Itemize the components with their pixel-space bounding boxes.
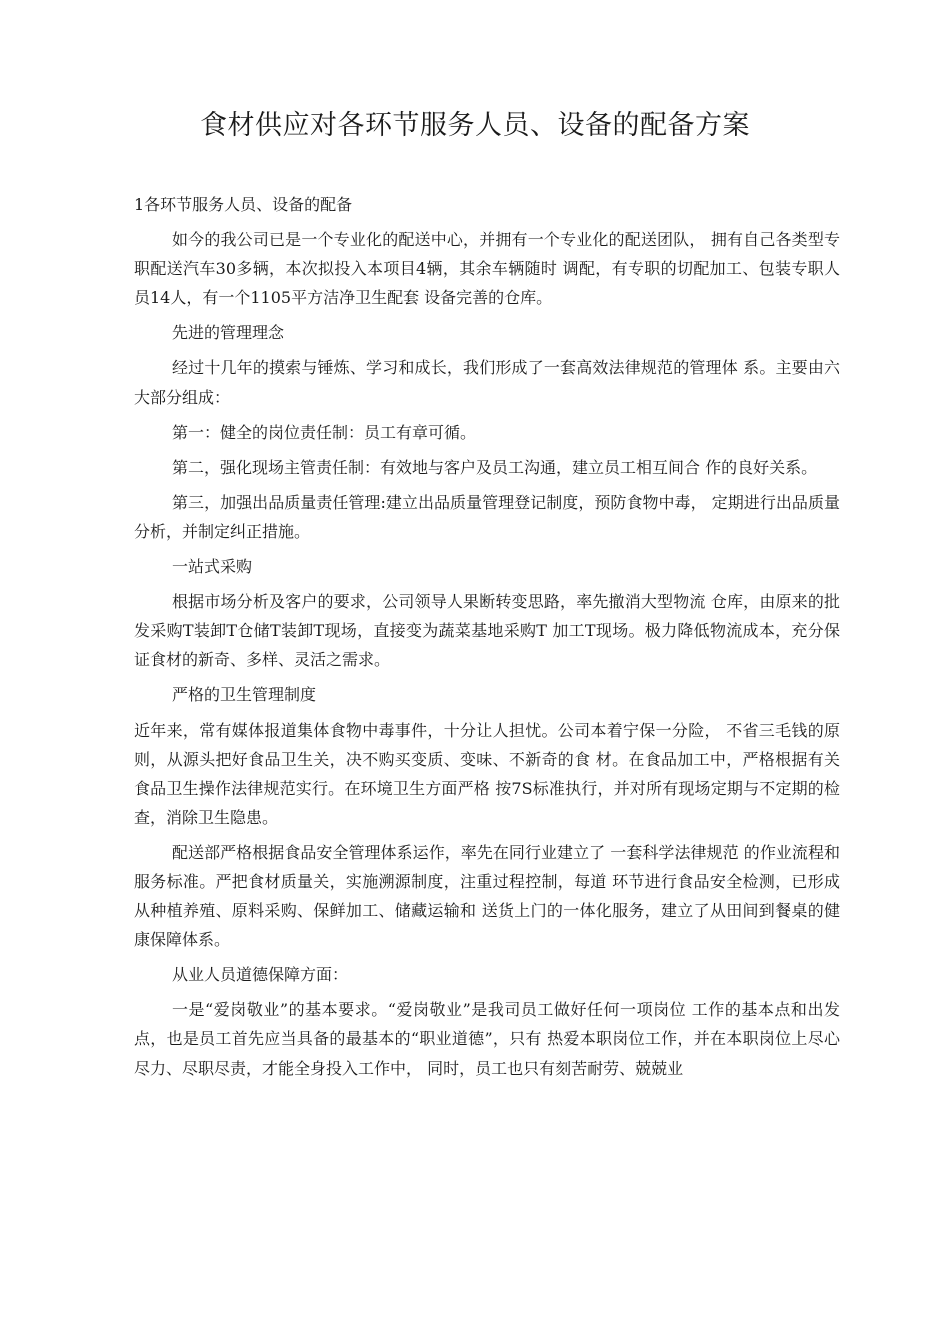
document-body (134, 190, 840, 1089)
paragraph: 近年来，常有媒体报道集体食物中毒事件，十分让人担忧。公司本着宁保一分险， 不省三毛钱的原则，从源头把好食品卫生关，决不购买变质、变味、不新奇的食 材。在食品加工中，严格根据有关食品卫生操作法律规范实行。在环境卫生方面严格 按7S标准执行，并对所有现场定期与不定期的检查，消除卫生隐患。 (134, 720, 840, 827)
subheading: 从业人员道德保障方面： (172, 965, 349, 985)
paragraph: 一是“爱岗敬业”的基本要求。“爱岗敬业”是我司员工做好任何一项岗位 工作的基本点和出发点，也是员工首先应当具备的最基本的“职业道德”，只有 热爱本职岗位工作，并在本职岗位上尽心尽力、尽职尽责，才能全身投入工作中， 同时，员工也只有刻苦耐劳、兢兢业 (134, 1000, 840, 1078)
paragraph: 根据市场分析及客户的要求，公司领导人果断转变思路，率先撤消大型物流 仓库，由原来的批发采购T装卸T仓储T装卸T现场，直接变为蔬菜基地采购T 加工T现场。极力降低物流成本，充分保证食材的新奇、多样、灵活之需求。 (134, 592, 840, 670)
paragraph: 第一：健全的岗位责任制：员工有章可循。 (172, 422, 477, 442)
document-title: 食材供应对各环节服务人员、设备的配备方案 (200, 110, 750, 141)
paragraph: 第三，加强出品质量责任管理:建立出品质量管理登记制度，预防食物中毒， 定期进行出品质量分析，并制定纠正措施。 (134, 492, 840, 541)
subheading: 先进的管理理念 (172, 323, 285, 343)
subheading: 一站式采购 (172, 557, 253, 577)
subheading: 严格的卫生管理制度 (172, 685, 317, 705)
paragraph: 第二，强化现场主管责任制：有效地与客户及员工沟通，建立员工相互间合 作的良好关系。 (172, 457, 818, 477)
paragraph: 经过十几年的摸索与锤炼、学习和成长，我们形成了一套高效法律规范的管理体 系。主要由六大部分组成： (134, 358, 840, 407)
paragraph: 如今的我公司已是一个专业化的配送中心，并拥有一个专业化的配送团队， 拥有自己各类型专职配送汽车30多辆，本次拟投入本项目4辆，其余车辆随时 调配，有专职的切配加工、包装专职人员14人，有一个1105平方洁净卫生配套 设备完善的仓库。 (134, 230, 840, 308)
section-heading: 1各环节服务人员、设备的配备 (134, 195, 353, 214)
paragraph: 配送部严格根据食品安全管理体系运作，率先在同行业建立了 一套科学法律规范 的作业流程和服务标准。严把食材质量关，实施溯源制度，注重过程控制，每道 环节进行食品安全检测，已形成从种植养殖、原料采购、保鲜加工、储藏运输和 送货上门的一体化服务，建立了从田间到餐桌的健康保障体系。 (134, 842, 840, 950)
